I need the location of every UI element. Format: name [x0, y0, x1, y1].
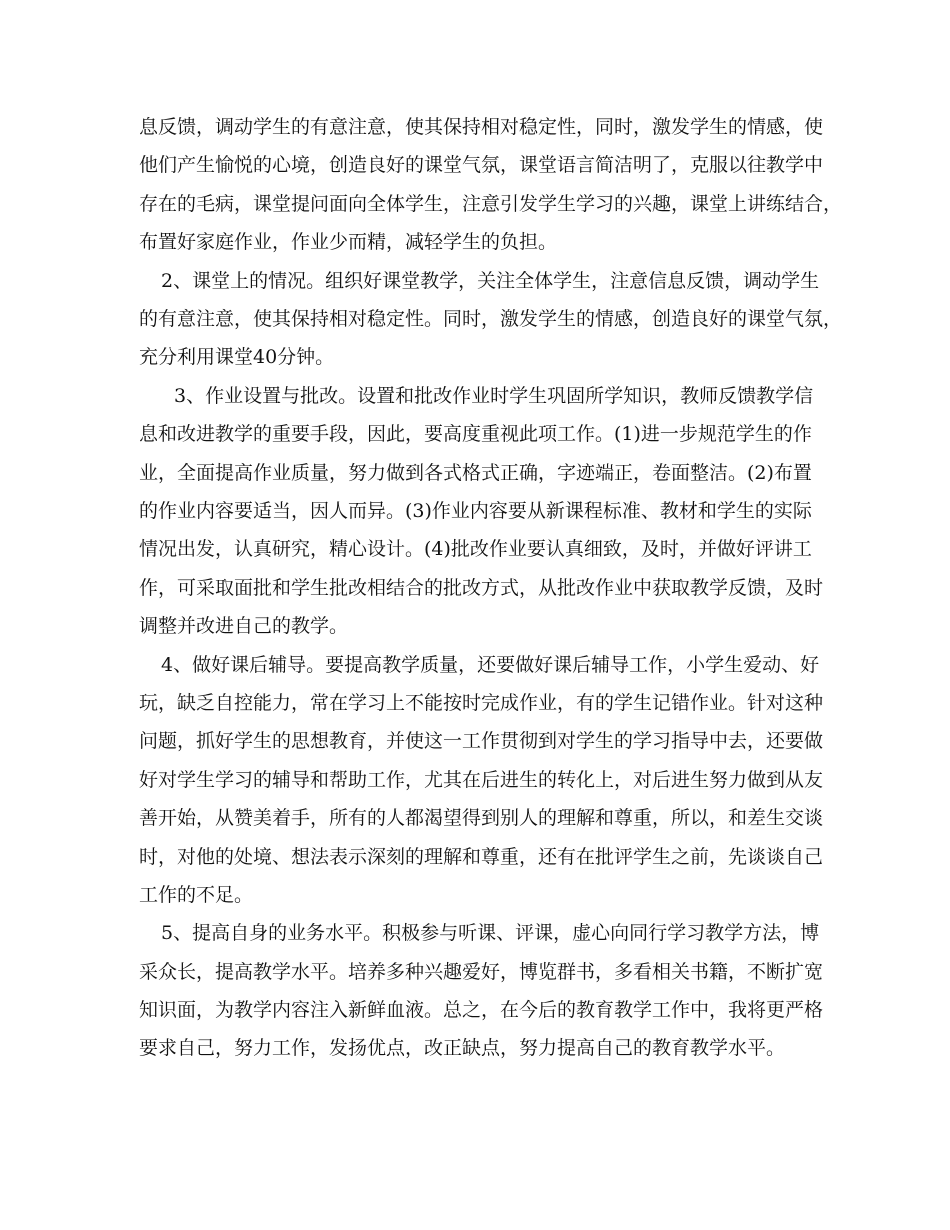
- text-line: 布置好家庭作业，作业少而精，减轻学生的负担。: [139, 231, 558, 253]
- text-line: 3、作业设置与批改。设置和批改作业时学生巩固所学知识，教师反馈教学信: [174, 385, 814, 407]
- text-line: 业，全面提高作业质量，努力做到各式格式正确，字迹端正，卷面整洁。(2)布置: [139, 462, 812, 484]
- text-line: 好对学生学习的辅导和帮助工作，尤其在后进生的转化上，对后进生努力做到从友: [139, 769, 824, 791]
- text-line: 5、提高自身的业务水平。积极参与听课、评课，虚心向同行学习教学方法，博: [161, 922, 820, 944]
- text-line: 的有意注意，使其保持相对稳定性。同时，激发学生的情感，创造良好的课堂气氛，: [139, 308, 843, 330]
- text-line: 时，对他的处境、想法表示深刻的理解和尊重，还有在批评学生之前，先谈谈自己: [139, 846, 824, 868]
- text-line: 工作的不足。: [139, 884, 254, 906]
- text-line: 存在的毛病，课堂提问面向全体学生，注意引发学生学习的兴趣，课堂上讲练结合，: [139, 193, 843, 215]
- text-line: 玩，缺乏自控能力，常在学习上不能按时完成作业，有的学生记错作业。针对这种: [139, 692, 824, 714]
- text-line: 他们产生愉悦的心境，创造良好的课堂气氛，课堂语言简洁明了，克服以往教学中: [139, 154, 824, 176]
- text-line: 息反馈，调动学生的有意注意，使其保持相对稳定性，同时，激发学生的情感，使: [139, 116, 824, 138]
- text-line: 情况出发，认真研究，精心设计。(4)批改作业要认真细致，及时，并做好评讲工: [139, 538, 812, 560]
- text-line: 采众长，提高教学水平。培养多种兴趣爱好，博览群书，多看相关书籍，不断扩宽: [139, 961, 824, 983]
- text-line: 的作业内容要适当，因人而异。(3)作业内容要从新课程标准、教材和学生的实际: [139, 500, 812, 522]
- text-line: 4、做好课后辅导。要提高教学质量，还要做好课后辅导工作，小学生爱动、好: [161, 654, 820, 676]
- text-line: 2、课堂上的情况。组织好课堂教学，关注全体学生，注意信息反馈，调动学生: [161, 270, 820, 292]
- text-line: 息和改进教学的重要手段，因此，要高度重视此项工作。(1)进一步规范学生的作: [139, 423, 812, 445]
- text-line: 知识面，为教学内容注入新鲜血液。总之，在今后的教育教学工作中，我将更严格: [139, 999, 824, 1021]
- text-line: 问题，抓好学生的思想教育，并使这一工作贯彻到对学生的学习指导中去，还要做: [139, 730, 824, 752]
- text-line: 作，可采取面批和学生批改相结合的批改方式，从批改作业中获取教学反馈，及时: [139, 577, 824, 599]
- text-line: 善开始，从赞美着手，所有的人都渴望得到别人的理解和尊重，所以，和差生交谈: [139, 807, 824, 829]
- text-line: 要求自己，努力工作，发扬优点，改正缺点，努力提高自己的教育教学水平。: [139, 1037, 786, 1059]
- text-line: 充分利用课堂40分钟。: [139, 346, 335, 368]
- text-line: 调整并改进自己的教学。: [139, 615, 349, 637]
